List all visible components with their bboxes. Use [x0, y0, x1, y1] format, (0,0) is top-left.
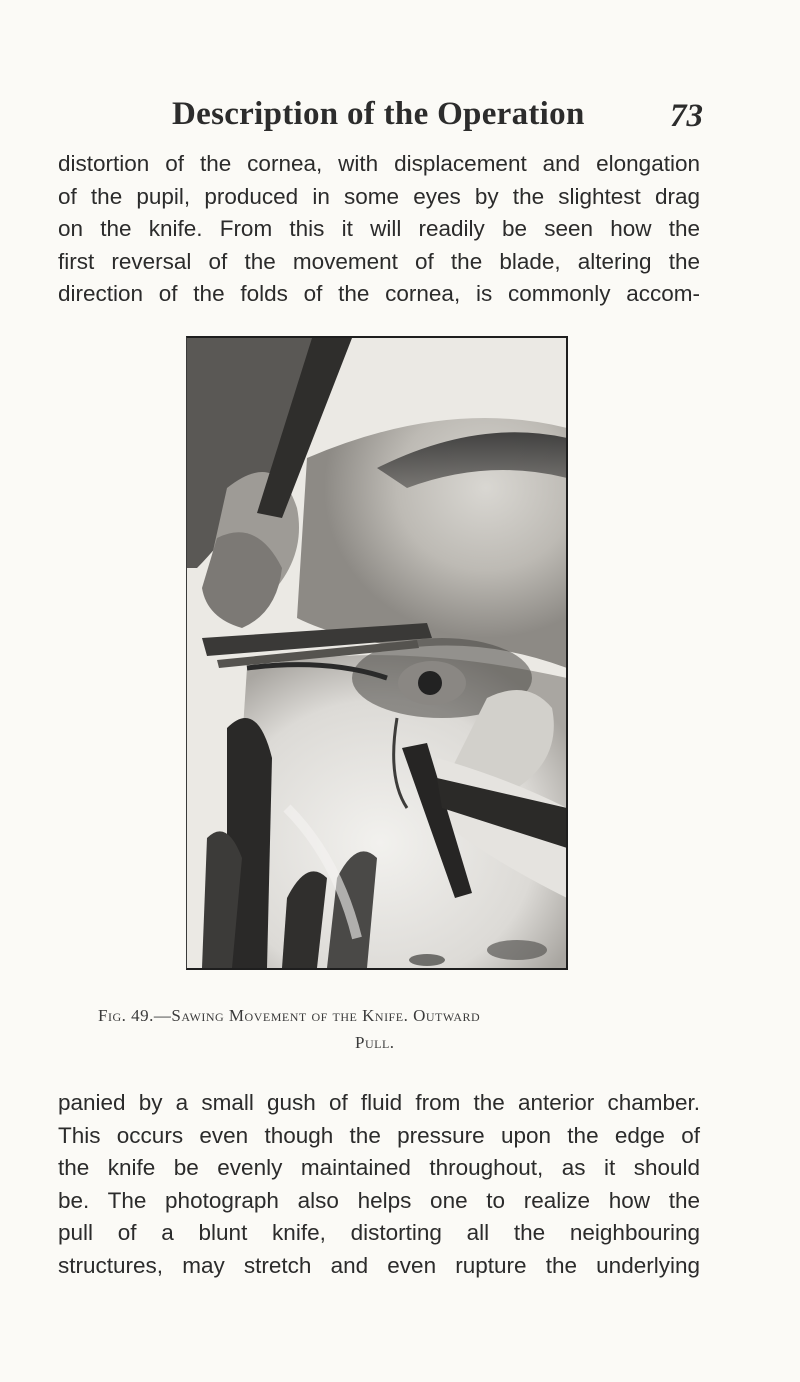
text-line: structures, may stretch and even rupture the underlying	[58, 1252, 700, 1278]
surgery-photo-illustration	[187, 338, 567, 968]
paragraph-bottom	[58, 1087, 700, 1282]
figure-caption	[98, 1002, 718, 1056]
text-line: be. The photograph also helps one to realize how the	[58, 1187, 700, 1213]
paragraph-top	[58, 148, 700, 311]
text-line: first reversal of the movement of the blade, altering the	[58, 248, 700, 274]
caption-line-1: Fig. 49.—Sawing Movement of the Knife. Outward	[98, 1006, 481, 1025]
figure-photograph	[186, 336, 568, 970]
text-line: This occurs even though the pressure upon the edge of	[58, 1122, 700, 1148]
text-line: of the pupil, produced in some eyes by the slightest drag	[58, 183, 700, 209]
running-title: Description of the Operation	[172, 96, 585, 132]
text-line: on the knife. From this it will readily be seen how the	[58, 216, 700, 241]
running-head	[0, 96, 800, 146]
text-line: panied by a small gush of fluid from the anterior chamber.	[58, 1090, 700, 1115]
text-line: the knife be evenly maintained throughout, as it should	[58, 1155, 700, 1180]
page-number: 73	[670, 98, 703, 134]
text-line: direction of the folds of the cornea, is commonly accom-	[58, 281, 700, 306]
text-line: distortion of the cornea, with displacement and elongation	[58, 151, 700, 176]
caption-line-2: Pull.	[355, 1033, 395, 1052]
text-line: pull of a blunt knife, distorting all the neighbouring	[58, 1220, 700, 1245]
